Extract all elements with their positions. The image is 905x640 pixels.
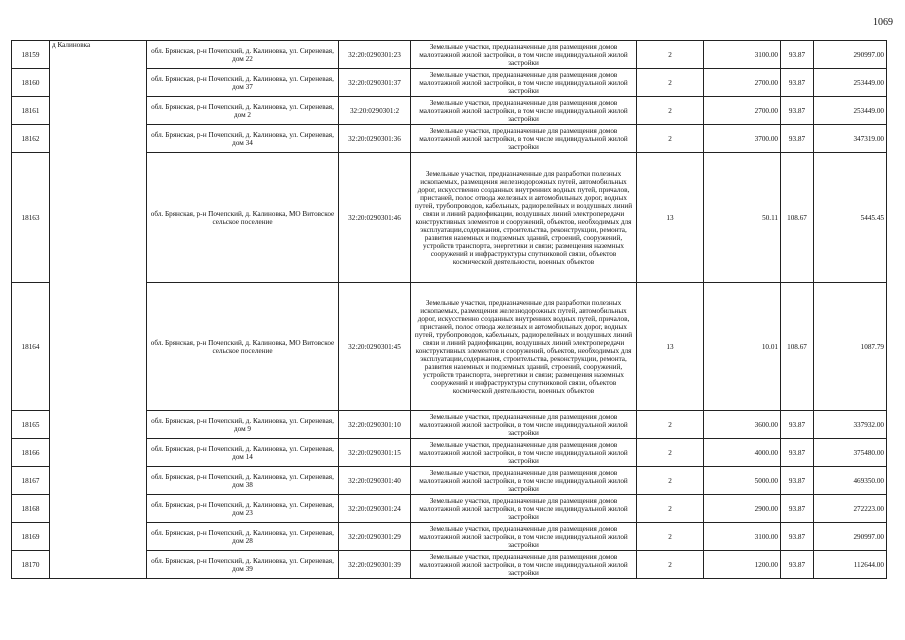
rate-cell: 93.87 <box>781 495 814 523</box>
rate-cell: 93.87 <box>781 467 814 495</box>
rate-cell: 93.87 <box>781 551 814 579</box>
cadastral-number-cell: 32:20:0290301:24 <box>339 495 411 523</box>
row-number: 18163 <box>12 153 50 283</box>
row-number: 18160 <box>12 69 50 97</box>
address-cell: обл. Брянская, р-н Почепский, д. Калиновка, ул. Сиреневая, дом 14 <box>147 439 339 467</box>
row-number: 18159 <box>12 41 50 69</box>
row-number: 18165 <box>12 411 50 439</box>
rate-cell: 108.67 <box>781 153 814 283</box>
category-cell: 13 <box>637 153 704 283</box>
land-use-cell: Земельные участки, предназначенные для размещения домов малоэтажной жилой застройки, в том числе индивидуальной жилой застройки <box>411 495 637 523</box>
address-cell: обл. Брянская, р-н Почепский, д. Калиновка, ул. Сиреневая, дом 2 <box>147 97 339 125</box>
row-number: 18170 <box>12 551 50 579</box>
row-number: 18166 <box>12 439 50 467</box>
area-cell: 10.01 <box>704 283 781 411</box>
category-cell: 2 <box>637 97 704 125</box>
address-cell: обл. Брянская, р-н Почепский, д. Калиновка, ул. Сиреневая, дом 28 <box>147 523 339 551</box>
rate-cell: 93.87 <box>781 411 814 439</box>
area-cell: 3600.00 <box>704 411 781 439</box>
rate-cell: 93.87 <box>781 439 814 467</box>
table-row <box>12 41 887 69</box>
cadastral-value-cell: 290997.00 <box>814 41 887 69</box>
land-use-cell: Земельные участки, предназначенные для размещения домов малоэтажной жилой застройки, в том числе индивидуальной жилой застройки <box>411 439 637 467</box>
land-use-cell: Земельные участки, предназначенные для размещения домов малоэтажной жилой застройки, в том числе индивидуальной жилой застройки <box>411 69 637 97</box>
land-use-cell: Земельные участки, предназначенные для размещения домов малоэтажной жилой застройки, в том числе индивидуальной жилой застройки <box>411 467 637 495</box>
table-body <box>12 41 887 579</box>
category-cell: 2 <box>637 41 704 69</box>
row-number: 18161 <box>12 97 50 125</box>
address-cell: обл. Брянская, р-н Почепский, д. Калиновка, ул. Сиреневая, дом 38 <box>147 467 339 495</box>
area-cell: 2900.00 <box>704 495 781 523</box>
area-cell: 5000.00 <box>704 467 781 495</box>
cadastral-number-cell: 32:20:0290301:15 <box>339 439 411 467</box>
cadastral-value-cell: 290997.00 <box>814 523 887 551</box>
category-cell: 2 <box>637 69 704 97</box>
cadastral-value-cell: 469350.00 <box>814 467 887 495</box>
address-cell: обл. Брянская, р-н Почепский, д. Калиновка, ул. Сиреневая, дом 9 <box>147 411 339 439</box>
row-number: 18164 <box>12 283 50 411</box>
category-cell: 2 <box>637 467 704 495</box>
area-cell: 50.11 <box>704 153 781 283</box>
address-cell: обл. Брянская, р-н Почепский, д. Калиновка, ул. Сиреневая, дом 39 <box>147 551 339 579</box>
land-use-cell: Земельные участки, предназначенные для размещения домов малоэтажной жилой застройки, в том числе индивидуальной жилой застройки <box>411 411 637 439</box>
land-use-cell: Земельные участки, предназначенные для разработки полезных ископаемых, размещения железнодорожных путей, автомобильных дорог, искусственно созданных внутренних водных путей, причалов, пристаней, полос отвода железных и автомобильных дорог, водных путей, трубопроводов, кабельных, радиорелейных и воздушных линий связи и линий радиофикации, воздушных линий электропередачи конструктивных элементов и сооружений, объектов, необходимых для эксплуатации,содержания, строительства, реконструкции, ремонта, развития наземных и подземных зданий, строений, сооружений, устройств транспорта, энергетики и связи; размещения наземных сооружений и инфраструктуры спутниковой связи, объектов космической деятельности, военных объектов <box>411 283 637 411</box>
rate-cell: 93.87 <box>781 97 814 125</box>
land-use-cell: Земельные участки, предназначенные для размещения домов малоэтажной жилой застройки, в том числе индивидуальной жилой застройки <box>411 97 637 125</box>
cadastral-value-cell: 337932.00 <box>814 411 887 439</box>
cadastral-number-cell: 32:20:0290301:39 <box>339 551 411 579</box>
area-cell: 2700.00 <box>704 69 781 97</box>
category-cell: 13 <box>637 283 704 411</box>
page-number: 1069 <box>873 17 893 28</box>
cadastral-number-cell: 32:20:0290301:29 <box>339 523 411 551</box>
cadastral-value-cell: 347319.00 <box>814 125 887 153</box>
category-cell: 2 <box>637 411 704 439</box>
cadastral-value-cell: 1087.79 <box>814 283 887 411</box>
rate-cell: 108.67 <box>781 283 814 411</box>
land-use-cell: Земельные участки, предназначенные для размещения домов малоэтажной жилой застройки, в том числе индивидуальной жилой застройки <box>411 523 637 551</box>
area-cell: 3100.00 <box>704 41 781 69</box>
land-use-cell: Земельные участки, предназначенные для размещения домов малоэтажной жилой застройки, в том числе индивидуальной жилой застройки <box>411 125 637 153</box>
land-use-cell: Земельные участки, предназначенные для размещения домов малоэтажной жилой застройки, в том числе индивидуальной жилой застройки <box>411 551 637 579</box>
cadastral-number-cell: 32:20:0290301:37 <box>339 69 411 97</box>
cadastral-value-cell: 5445.45 <box>814 153 887 283</box>
rate-cell: 93.87 <box>781 523 814 551</box>
cadastral-number-cell: 32:20:0290301:23 <box>339 41 411 69</box>
rate-cell: 93.87 <box>781 69 814 97</box>
land-use-cell: Земельные участки, предназначенные для размещения домов малоэтажной жилой застройки, в том числе индивидуальной жилой застройки <box>411 41 637 69</box>
address-cell: обл. Брянская, р-н Почепский, д. Калиновка, МО Витовское сельское поселение <box>147 153 339 283</box>
row-number: 18167 <box>12 467 50 495</box>
cadastral-number-cell: 32:20:0290301:45 <box>339 283 411 411</box>
cadastral-number-cell: 32:20:0290301:40 <box>339 467 411 495</box>
rate-cell: 93.87 <box>781 41 814 69</box>
cadastral-number-cell: 32:20:0290301:36 <box>339 125 411 153</box>
cadastral-value-cell: 272223.00 <box>814 495 887 523</box>
category-cell: 2 <box>637 495 704 523</box>
cadastral-value-cell: 375480.00 <box>814 439 887 467</box>
row-number: 18162 <box>12 125 50 153</box>
cadastral-value-cell: 112644.00 <box>814 551 887 579</box>
land-use-cell: Земельные участки, предназначенные для разработки полезных ископаемых, размещения железнодорожных путей, автомобильных дорог, искусственно созданных внутренних водных путей, причалов, пристаней, полос отвода железных и автомобильных дорог, водных путей, трубопроводов, кабельных, радиорелейных и воздушных линий связи и линий радиофикации, воздушных линий электропередачи конструктивных элементов и сооружений, объектов, необходимых для эксплуатации,содержания, строительства, реконструкции, ремонта, развития наземных и подземных зданий, строений, сооружений, устройств транспорта, энергетики и связи; размещения наземных сооружений и инфраструктуры спутниковой связи, объектов космической деятельности, военных объектов <box>411 153 637 283</box>
row-number: 18168 <box>12 495 50 523</box>
category-cell: 2 <box>637 523 704 551</box>
address-cell: обл. Брянская, р-н Почепский, д. Калиновка, ул. Сиреневая, дом 23 <box>147 495 339 523</box>
address-cell: обл. Брянская, р-н Почепский, д. Калиновка, ул. Сиреневая, дом 34 <box>147 125 339 153</box>
category-cell: 2 <box>637 439 704 467</box>
cadastral-number-cell: 32:20:0290301:10 <box>339 411 411 439</box>
cadastral-value-cell: 253449.00 <box>814 97 887 125</box>
address-cell: обл. Брянская, р-н Почепский, д. Калиновка, ул. Сиреневая, дом 22 <box>147 41 339 69</box>
area-cell: 1200.00 <box>704 551 781 579</box>
address-cell: обл. Брянская, р-н Почепский, д. Калиновка, ул. Сиреневая, дом 37 <box>147 69 339 97</box>
address-cell: обл. Брянская, р-н Почепский, д. Калиновка, МО Витовское сельское поселение <box>147 283 339 411</box>
cadastral-value-table <box>11 40 887 579</box>
cadastral-number-cell: 32:20:0290301:2 <box>339 97 411 125</box>
category-cell: 2 <box>637 125 704 153</box>
area-cell: 3700.00 <box>704 125 781 153</box>
locality-cell: д Калиновка <box>50 41 147 579</box>
cadastral-value-cell: 253449.00 <box>814 69 887 97</box>
rate-cell: 93.87 <box>781 125 814 153</box>
area-cell: 3100.00 <box>704 523 781 551</box>
area-cell: 4000.00 <box>704 439 781 467</box>
category-cell: 2 <box>637 551 704 579</box>
cadastral-number-cell: 32:20:0290301:46 <box>339 153 411 283</box>
area-cell: 2700.00 <box>704 97 781 125</box>
row-number: 18169 <box>12 523 50 551</box>
